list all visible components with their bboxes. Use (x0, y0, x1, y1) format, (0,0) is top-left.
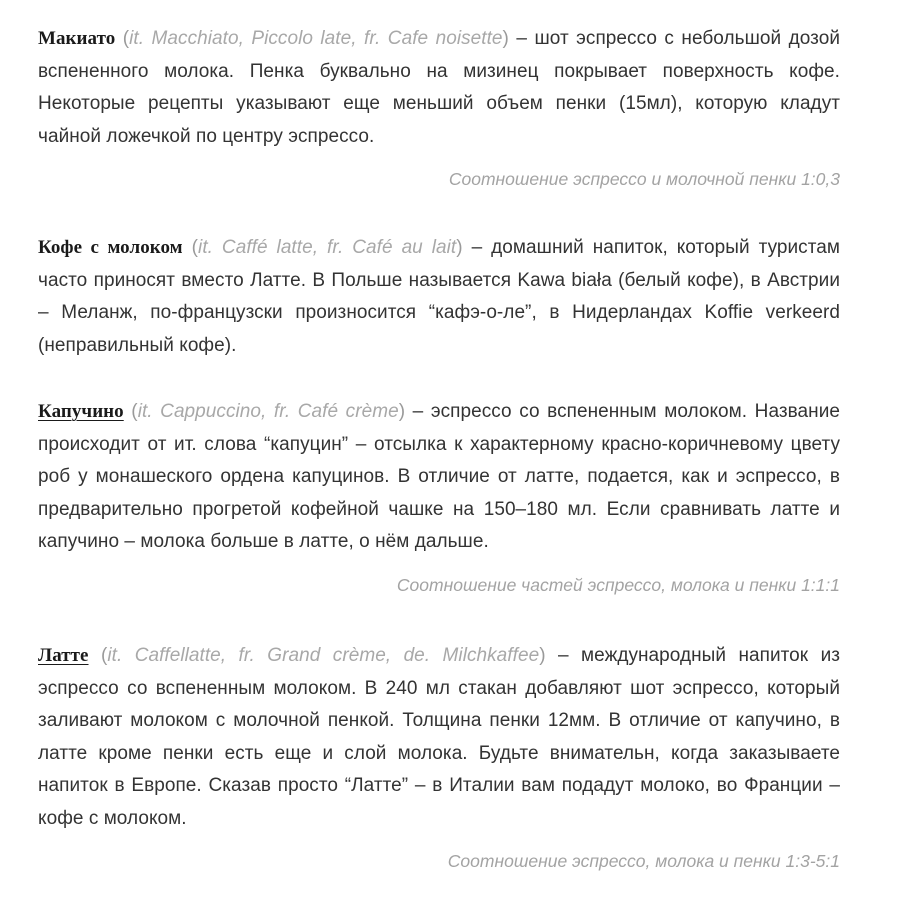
entry-aliases: it. Cappuccino, fr. Café crème (137, 401, 399, 422)
entry-paragraph: Макиато (it. Macchiato, Piccolo late, fr. Cafe noisette) – шот эспрессо с небольшой дозой вспененного молока. Пенка буквально на мизинец покрывает поверхность кофе. Некоторые рецепты указывают еще меньший объем пенки (15мл), которую кладут чайной ложечкой по центру эспрессо. (38, 28, 840, 147)
entry-latte (38, 640, 840, 873)
entry-term: Макиато (38, 28, 116, 49)
entry-paragraph: Кофе с молоком (it. Caffé latte, fr. Café au lait) – домашний напиток, который туристам часто приносят вместо Латте. В Польше называется Kawa biała (белый кофе), в Австрии – Меланж, по-французски произносится “кафэ-о-ле”, в Нидерландах Koffie verkeerd (неправильный кофе). (38, 237, 841, 356)
entry-term-link[interactable]: Латте (38, 645, 89, 666)
entry-ratio: Соотношение эспрессо, молока и пенки 1:3-5:1 (447, 851, 840, 871)
entry-cafe-au-lait (38, 232, 840, 362)
entry-aliases: it. Caffellatte, fr. Grand crème, de. Milchkaffee (107, 645, 540, 666)
entry-description: – шот эспрессо с небольшой дозой вспененного молока. Пенка буквально на мизинец покрывает поверхность кофе. Некоторые рецепты указывают еще меньший объем пенки (15мл), которую кладут чайной ложечкой по центру эспрессо. (38, 28, 840, 147)
entry-description: – домашний напиток, который туристам часто приносят вместо Латте. В Польше называется Kawa biała (белый кофе), в Австрии – Меланж, по-французски произносится “кафэ-о-ле”, в Нидерландах Koffie verkeerd (неправильный кофе). (38, 237, 841, 356)
entry-paragraph: Капучино (it. Cappuccino, fr. Café crème) – эспрессо со вспененным молоком. Название происходит от ит. слова “капуцин” – отсылка к характерному красно-коричневому цвету роб у монашеского ордена капуцинов. В отличие от латте, подается, как и эспрессо, в предварительно прогретой кофейной чашке на 150–180 мл. Если сравнивать латте и капучино – молока больше в латте, о нём дальше. (38, 401, 840, 552)
entry-term: Кофе с молоком (38, 237, 183, 258)
entry-paragraph: Латте (it. Caffellatte, fr. Grand crème, de. Milchkaffee) – международный напиток из эспрессо со вспененным молоком. В 240 мл стакан добавляют шот эспрессо, который заливают молоком с молочной пенкой. Толщина пенки 12мм. В отличие от капучино, в латте кроме пенки есть еще и слой молока. Будьте внимательн, когда заказываете напиток в Европе. Сказав просто “Латте” – в Италии вам подадут молоко, во Франции – кофе с молоком. (38, 645, 840, 829)
entry-ratio: Соотношение эспрессо и молочной пенки 1:0,3 (448, 169, 840, 189)
entry-macchiato (38, 23, 840, 191)
entry-description: – эспрессо со вспененным молоком. Название происходит от ит. слова “капуцин” – отсылка к характерному красно-коричневому цвету роб у монашеского ордена капуцинов. В отличие от латте, подается, как и эспрессо, в предварительно прогретой кофейной чашке на 150–180 мл. Если сравнивать латте и капучино – молока больше в латте, о нём дальше. (38, 401, 840, 552)
entry-ratio: Соотношение частей эспрессо, молока и пенки 1:1:1 (396, 574, 840, 595)
entry-description: – международный напиток из эспрессо со вспененным молоком. В 240 мл стакан добавляют шот эспрессо, который заливают молоком с молочной пенкой. Толщина пенки 12мм. В отличие от капучино, в латте кроме пенки есть еще и слой молока. Будьте внимательн, когда заказываете напиток в Европе. Сказав просто “Латте” – в Италии вам подадут молоко, во Франции – кофе с молоком. (38, 645, 840, 829)
entry-aliases: it. Caffé latte, fr. Café au lait (198, 237, 457, 258)
entry-cappuccino (38, 396, 840, 597)
entry-term-link[interactable]: Капучино (38, 401, 124, 422)
entry-aliases: it. Macchiato, Piccolo late, fr. Cafe noisette (129, 28, 503, 49)
